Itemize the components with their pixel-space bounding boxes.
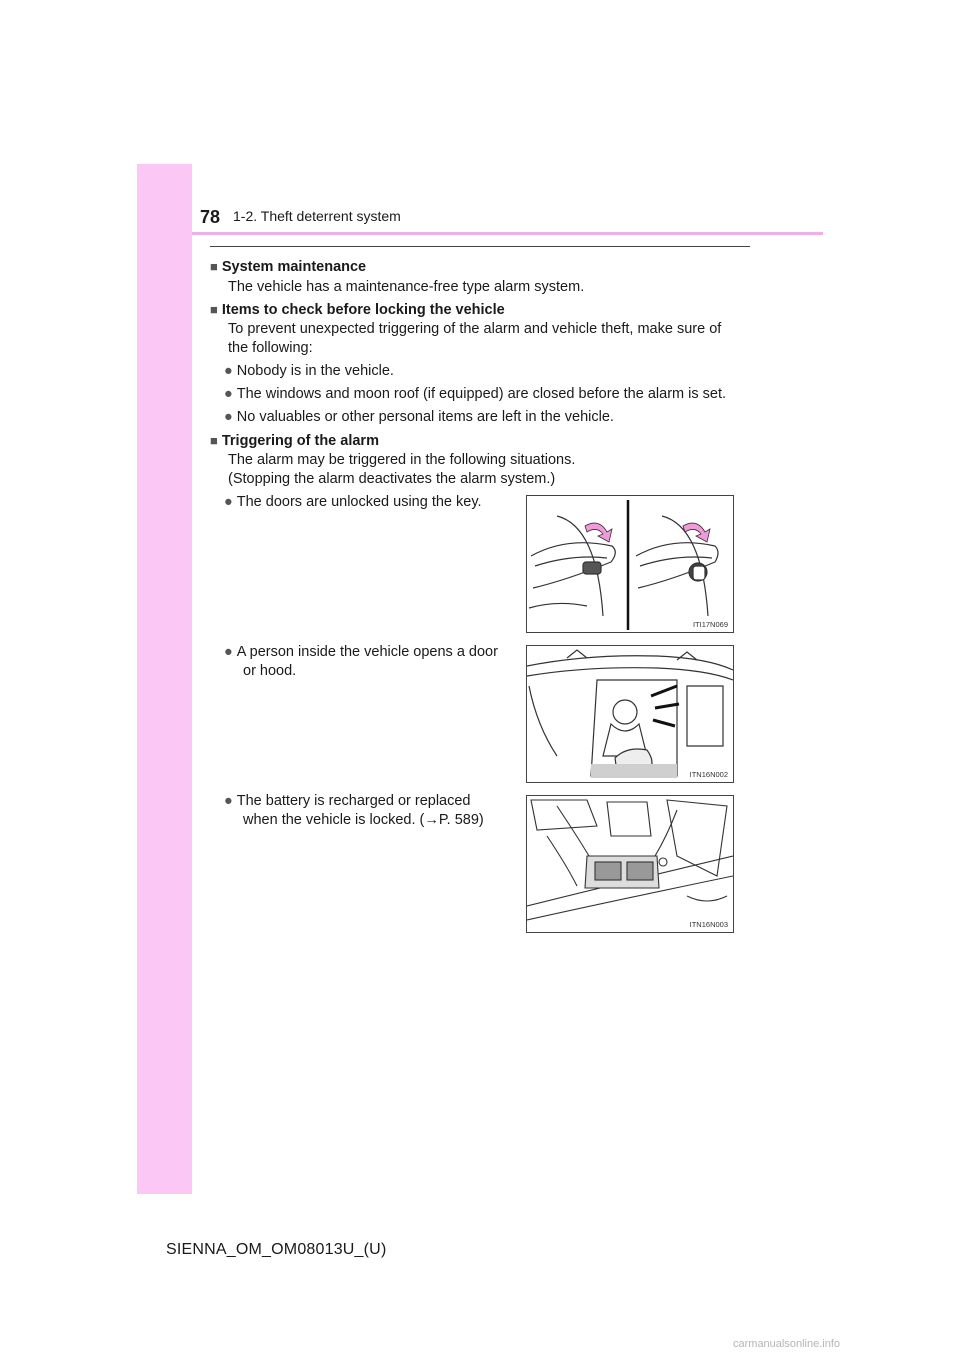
trigger-intro-line2: (Stopping the alarm deactivates the alarm system.) xyxy=(228,471,556,487)
document-code: SIENNA_OM_OM08013U_(U) xyxy=(166,1241,387,1258)
figure-battery-replacement xyxy=(526,795,734,933)
check-intro-line1: To prevent unexpected triggering of the alarm and vehicle theft, make sure of xyxy=(228,321,722,337)
watermark: carmanualsonline.info xyxy=(733,1338,841,1350)
check-item: ● No valuables or other personal items are left in the vehicle. xyxy=(224,409,614,425)
figure-person-opens-door xyxy=(526,645,734,783)
figure-id: ITN16N003 xyxy=(689,920,728,929)
side-tab-band xyxy=(137,164,192,1194)
door-handle-key-illustration xyxy=(527,496,733,632)
figure-key-unlock-door xyxy=(526,495,734,633)
trigger-item: ● The battery is recharged or replaced xyxy=(224,793,471,809)
round-bullet-icon: ● xyxy=(224,386,233,402)
square-bullet-icon: ■ xyxy=(210,433,218,448)
person-in-vehicle-illustration xyxy=(527,646,733,782)
trigger-item-continuation: when the vehicle is locked. (→P. 589) xyxy=(243,812,484,828)
check-item: ● The windows and moon roof (if equipped) are closed before the alarm is set. xyxy=(224,386,726,402)
round-bullet-icon: ● xyxy=(224,363,233,379)
round-bullet-icon: ● xyxy=(224,409,233,425)
figure-id: ITN16N002 xyxy=(689,770,728,779)
check-item: ● Nobody is in the vehicle. xyxy=(224,363,394,379)
square-bullet-icon: ■ xyxy=(210,259,218,274)
round-bullet-icon: ● xyxy=(224,793,233,809)
engine-bay-battery-illustration xyxy=(527,796,733,932)
heading-items-to-check: ■ Items to check before locking the vehicle xyxy=(210,302,505,318)
trigger-item-continuation: or hood. xyxy=(243,663,297,679)
trigger-item: ● The doors are unlocked using the key. xyxy=(224,494,482,510)
check-intro-line2: the following: xyxy=(228,340,313,356)
square-bullet-icon: ■ xyxy=(210,302,218,317)
round-bullet-icon: ● xyxy=(224,644,233,660)
trigger-item: ● A person inside the vehicle opens a door xyxy=(224,644,498,660)
figure-id: ITI17N069 xyxy=(692,620,728,629)
trigger-intro-line1: The alarm may be triggered in the following situations. xyxy=(228,452,576,468)
heading-system-maintenance: ■ System maintenance xyxy=(210,259,367,275)
content-rule xyxy=(210,246,750,247)
round-bullet-icon: ● xyxy=(224,494,233,510)
section-title: 1-2. Theft deterrent system xyxy=(233,208,401,224)
heading-triggering-alarm: ■ Triggering of the alarm xyxy=(210,433,379,449)
page-number: 78 xyxy=(200,207,221,227)
header-rule xyxy=(192,232,823,235)
maintenance-body: The vehicle has a maintenance-free type alarm system. xyxy=(228,279,585,295)
